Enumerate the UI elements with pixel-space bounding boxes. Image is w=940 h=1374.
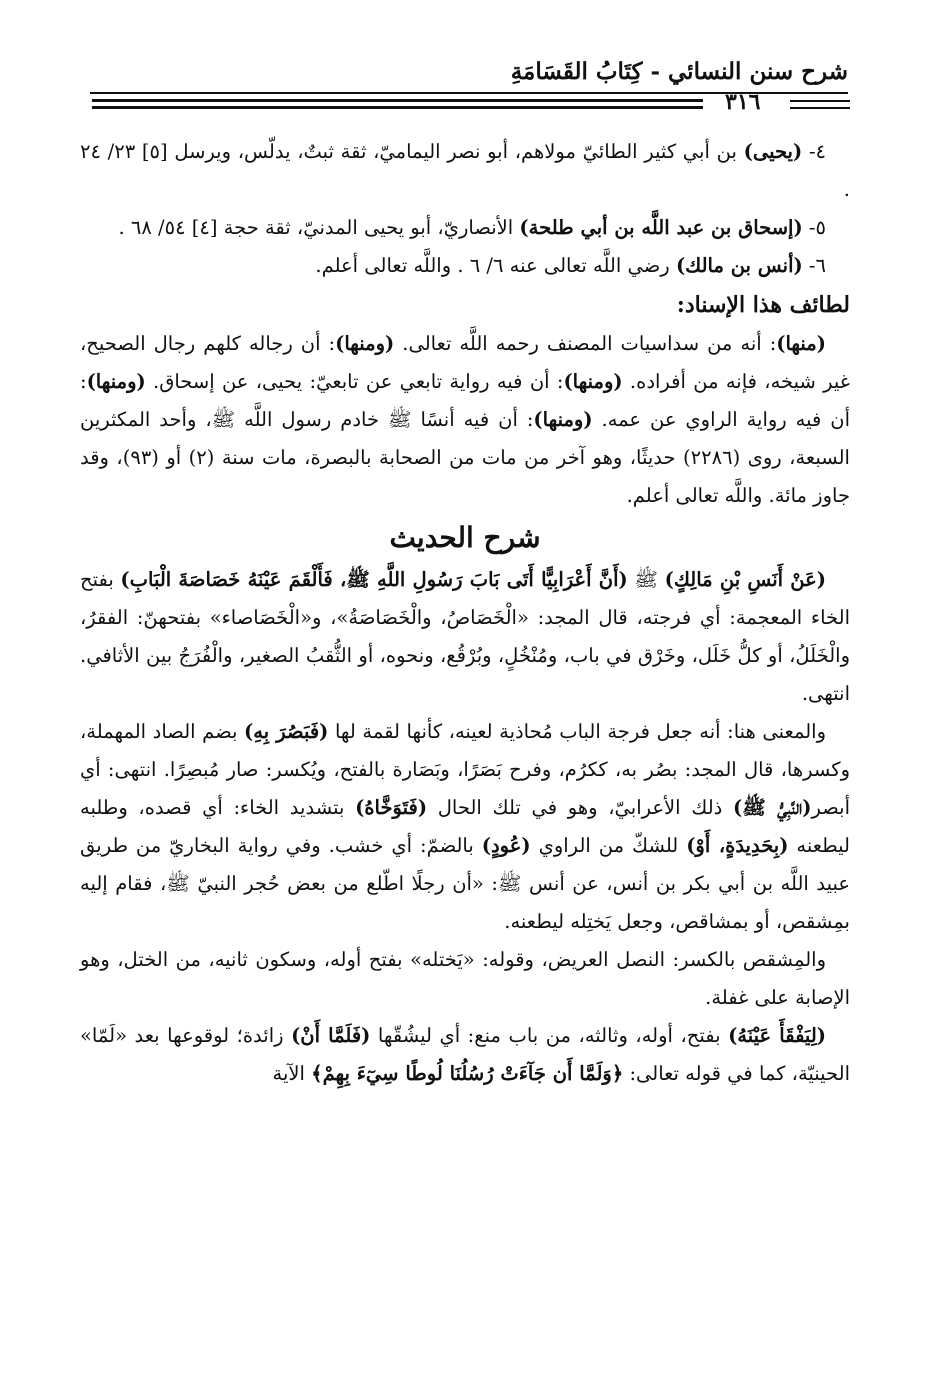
sharh-heading: شرح الحديث [389,521,541,554]
hadith-text: (فَتَوَخَّاهُ) [355,796,428,819]
commentary-text: الآية [272,1062,312,1085]
hadith-text: (فَبَصُرَ بِهِ) [244,720,329,743]
point-text: : أن فيه أنسًا ﷺ خادم رسول اللَّه ﷺ، وأحد المكثرين السبعة، روى (٢٢٨٦) حديثًا، وهو آخر من مات من الصحابة بالبصرة، مات سنة (٢) أو (٩٣)، وقد جاوز مائة. واللَّه تعالى أعلم. [80,408,850,507]
hadith-text: (عُودٍ) [481,834,531,857]
commentary-text: زائدة؛ لوقوعها بعد «لَمّا» الحينيّة، كما في قوله تعالى: [80,1024,850,1085]
page-number: ٣١٦ [725,89,761,115]
narrator-text: الأنصاريّ، أبو يحيى المدنيّ، ثقة حجة [٤] ٥٤/ ٦٨ . [118,216,514,239]
section-heading: لطائف هذا الإسناد: [676,292,850,318]
sharh-paragraph [80,561,850,713]
commentary-text: والمِشقص بالكسر: النصل العريض، وقوله: «يَختله» بفتح أوله، وسكون ثانيه، من الختل، وهو الإصابة على غفلة. [80,948,850,1009]
narrator-number: ٤- [808,140,827,163]
point-text: : أنه من سداسيات المصنف رحمه اللَّه تعالى. [394,332,777,355]
hadith-text: (بِحَدِيدَةٍ، أَوْ) [686,834,789,857]
point-label: (ومنها) [335,332,395,355]
narrator-number: ٥- [808,216,826,239]
point-label: (ومنها) [563,370,623,393]
header-rule [790,107,850,109]
point-label: (ومنها) [533,408,593,431]
point-text: : أن فيه رواية الراوي عن عمه. [80,370,850,431]
commentary-text: بفتح الخاء المعجمة: أي فرجته، قال المجد: «الْخَصَاصُ، والْخَصَاصَةُ»، و«الْخَصَاصاء» بفتحهنّ: الفقرُ، والْخَلَلُ، أو كلُّ خَلَل، وخَرْق في باب، ومُنْخُلٍ، وبُرْقُع، ونحوه، أو الثُّقبُ الصغير، والْفُرَجُ بين الأثافي. انتهى. [80,568,850,705]
point-label: (منها) [776,332,826,355]
hadith-text: (فَلَمَّا أَنْ) [291,1024,371,1047]
lataif-paragraph [80,325,850,515]
commentary-text: بتشديد الخاء: أي قصده، وطلبه ليطعنه [80,796,850,857]
sharh-paragraph [80,1017,850,1093]
hadith-text: (النَّبِيُّ ﷺ) [733,796,812,819]
commentary-text: ذلك الأعرابيّ، وهو في تلك الحال [427,796,734,819]
commentary-text: ﷺ [627,568,665,591]
narrator-name: (أنس بن مالك) [675,254,803,277]
quran-verse: ﴿وَلَمَّا أَن جَآءَتْ رُسُلُنَا لُوطًا سِيٓءَ بِهِمْ﴾ [311,1062,624,1085]
hadith-text: (أَنَّ أَعْرَابِيًّا أَتَى بَابَ رَسُولِ اللَّهِ ﷺ، فَأَلْقَمَ عَيْنَهُ خَصَاصَةَ الْبَابِ) [120,568,628,591]
header-rule [92,99,703,102]
page-body [80,133,850,1093]
commentary-text: والمعنى هنا: أنه جعل فرجة الباب مُحاذية لعينه، كأنها لقمة لها [328,720,827,743]
narrator-name: (يحيى) [743,140,803,163]
point-text: : أن رجاله كلهم رجال الصحيح، غير شيخه، فإنه من أفراده. [80,332,851,393]
commentary-text: بضم الصاد المهملة، وكسرها، قال المجد: بصُر به، ككرُم، وفرح بَصَرًا، وبَصَارة بالفتح، ويُكسر: صار مُبصِرًا. انتهى: أي أبصر [80,720,850,819]
narrator-name: (إسحاق بن عبد اللَّه بن أبي طلحة) [519,216,803,239]
narrator-entry [80,247,850,285]
running-title: شرح سنن النسائي - كِتَابُ القَسَامَةِ [510,58,848,85]
sharh-paragraph [80,713,850,941]
narrator-number: ٦- [808,254,826,277]
point-label: (ومنها) [86,370,146,393]
commentary-text: بفتح، أوله، وثالثه، من باب منع: أي ليشُقّها [370,1024,729,1047]
point-text: : أن فيه رواية تابعي عن تابعيّ: يحيى، عن إسحاق. [145,370,564,393]
header-rule [790,100,850,102]
commentary-text: للشكّ من الراوي [530,834,687,857]
sharh-paragraph [80,941,850,1017]
hadith-text: (لِيَفْقَأَ عَيْنَهُ) [728,1024,826,1047]
narrator-text: رضي اللَّه تعالى عنه ٦/ ٦ . واللَّه تعالى أعلم. [315,254,670,277]
hadith-text: (عَنْ أَنَسِ بْنِ مَالِكٍ) [664,568,827,591]
narrator-text: بن أبي كثير الطائيّ مولاهم، أبو نصر اليماميّ، ثقة ثبتٌ، يدلّس، ويرسل [٥] ٢٣/ ٢٤ . [80,140,850,201]
narrator-entry [80,133,850,209]
commentary-text: بالضمّ: أي خشب. وفي رواية البخاريّ من طريق عبيد اللَّه بن أبي بكر بن أنس، عن أنس ﷺ: «أن رجلًا اطّلع من بعض حُجر النبيّ ﷺ، فقام إليه بمِشقص، أو بمشاقص، وجعل يَختِله ليطعنه. [80,834,850,933]
header-rule [92,106,703,109]
narrator-entry [80,209,850,247]
